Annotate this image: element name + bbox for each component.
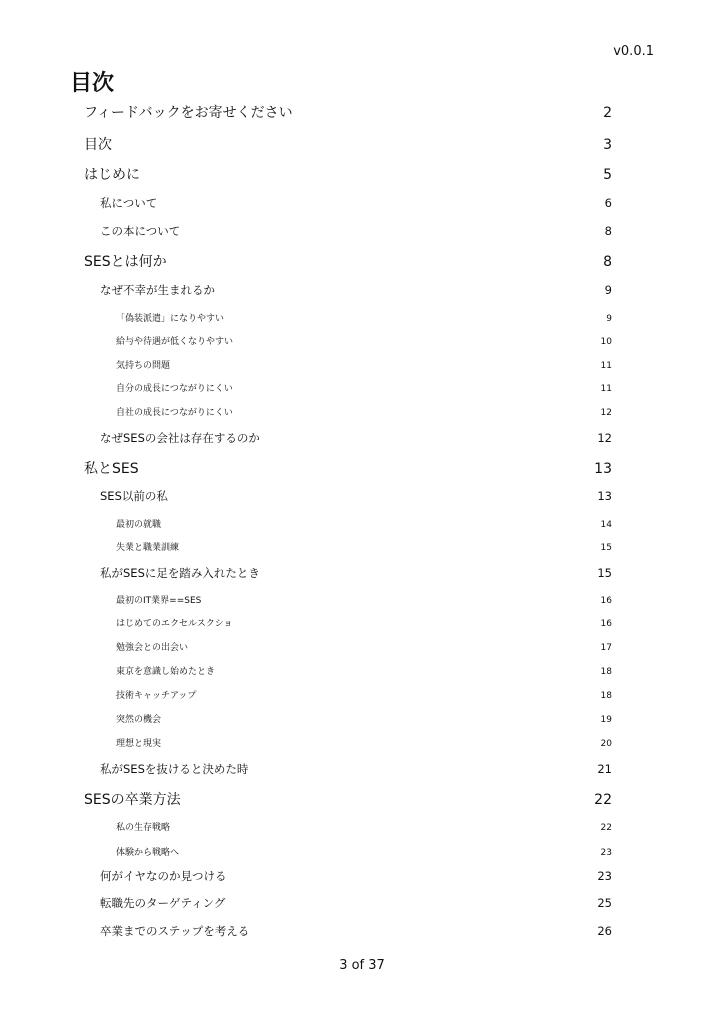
toc-entry[interactable] [116, 820, 612, 833]
toc-entry[interactable] [100, 923, 612, 939]
toc-entry-page: 13 [597, 489, 612, 503]
toc-entry-page: 6 [604, 196, 612, 210]
toc-entry-page: 3 [603, 137, 612, 153]
toc-entry-page: 17 [600, 643, 612, 653]
toc-entry-page: 18 [600, 691, 612, 701]
toc-entry-title: SESの卒業方法 [84, 792, 181, 808]
toc-entry-title: 突然の機会 [116, 715, 162, 725]
toc-entry[interactable] [100, 868, 612, 884]
toc-entry-page: 26 [597, 924, 612, 938]
toc-entry-title: 技術キャッチアップ [116, 691, 197, 701]
toc-entry[interactable] [100, 195, 612, 211]
toc-entry[interactable] [116, 616, 612, 629]
toc-entry-title: 私について [100, 196, 158, 210]
toc-entry-title: 給与や待遇が低くなりやすい [116, 337, 234, 347]
toc-entry-title: この本について [100, 224, 181, 238]
toc-entry-title: 失業と職業訓練 [116, 543, 180, 553]
toc-entry[interactable] [116, 712, 612, 725]
toc-entry-title: 気持ちの問題 [116, 361, 171, 371]
toc-entry-title: 目次 [84, 137, 112, 153]
toc-entry[interactable] [116, 640, 612, 653]
toc-entry-title: 自分の成長につながりにくい [116, 384, 233, 394]
toc-entry-title: 何がイヤなのか見つける [100, 869, 227, 883]
page-indicator: 3 of 37 [339, 958, 385, 973]
toc-entry-title: 私がSESを抜けると決めた時 [100, 762, 249, 776]
toc-entry-page: 15 [597, 566, 612, 580]
version-label: v0.0.1 [613, 44, 654, 59]
toc-entry-title: はじめてのエクセルスクショ [116, 619, 233, 629]
toc-entry-title: 東京を意識し始めたとき [116, 667, 216, 677]
toc-entry[interactable] [84, 251, 612, 271]
toc-entry-title: はじめに [84, 167, 140, 183]
toc-entry[interactable] [100, 895, 612, 911]
toc-entry-page: 9 [606, 314, 612, 324]
toc-entry-page: 8 [603, 254, 612, 270]
toc-entry-page: 23 [597, 869, 612, 883]
toc-entry-page: 10 [600, 337, 612, 347]
toc-entry-title: 私がSESに足を踏み入れたとき [100, 566, 260, 580]
toc-entry[interactable] [116, 381, 612, 394]
toc-entry-page: 22 [594, 792, 612, 808]
toc-entry-title: 理想と現実 [116, 739, 162, 749]
toc-entry-title: なぜ不幸が生まれるか [100, 283, 215, 297]
toc-entry[interactable] [84, 164, 612, 184]
toc-entry-page: 15 [600, 543, 612, 553]
toc-entry[interactable] [116, 405, 612, 418]
toc-entry[interactable] [84, 134, 612, 154]
toc-entry-title: なぜSESの会社は存在するのか [100, 431, 260, 445]
toc-entry-page: 25 [597, 896, 612, 910]
toc-entry-page: 5 [603, 167, 612, 183]
toc-entry-page: 2 [603, 105, 612, 121]
toc-entry-page: 16 [600, 596, 612, 606]
toc-entry-title: 「偽装派遣」になりやすい [116, 314, 225, 324]
toc-entry-page: 14 [600, 520, 612, 530]
toc-entry-page: 8 [604, 224, 612, 238]
toc-entry-page: 12 [600, 408, 612, 418]
toc-entry[interactable] [116, 517, 612, 530]
toc-entry[interactable] [100, 282, 612, 298]
toc-entry-title: SESとは何か [84, 254, 167, 270]
toc-entry[interactable] [116, 736, 612, 749]
toc-entry[interactable] [116, 540, 612, 553]
toc-entry[interactable] [116, 334, 612, 347]
toc-entry[interactable] [116, 358, 612, 371]
toc-entry[interactable] [116, 664, 612, 677]
toc-entry[interactable] [84, 458, 612, 478]
toc-entry-title: 最初のIT業界==SES [116, 596, 202, 606]
toc-entry[interactable] [100, 761, 612, 777]
toc-entry-page: 18 [600, 667, 612, 677]
toc-entry-page: 12 [597, 431, 612, 445]
toc-entry[interactable] [100, 565, 612, 581]
toc-entry[interactable] [84, 102, 612, 122]
toc-entry[interactable] [116, 311, 612, 324]
toc-entry-page: 19 [600, 715, 612, 725]
toc-entry[interactable] [116, 593, 612, 606]
toc-entry-title: 卒業までのステップを考える [100, 924, 250, 938]
toc-entry[interactable] [116, 845, 612, 858]
toc-entry[interactable] [100, 430, 612, 446]
toc-entry-title: 最初の就職 [116, 520, 162, 530]
toc-entry-title: 転職先のターゲティング [100, 896, 226, 910]
toc-entry-page: 23 [600, 848, 612, 858]
toc-entry-title: SES以前の私 [100, 489, 168, 503]
toc-entry-title: 私とSES [84, 461, 139, 477]
toc-entry[interactable] [116, 688, 612, 701]
toc-entry[interactable] [84, 789, 612, 809]
toc-entry-page: 20 [600, 739, 612, 749]
toc-entry-page: 16 [600, 619, 612, 629]
toc-entry-title: フィードバックをお寄せください [84, 105, 293, 121]
toc-entry-title: 体験から戦略へ [116, 848, 180, 858]
toc-entry-page: 11 [600, 361, 612, 371]
toc-entry-title: 私の生存戦略 [116, 823, 171, 833]
toc-entry-page: 9 [604, 283, 612, 297]
toc-entry-page: 11 [600, 384, 612, 394]
toc-title: 目次 [70, 71, 115, 96]
toc-entry[interactable] [100, 223, 612, 239]
toc-entry-page: 13 [594, 461, 612, 477]
toc-entry-page: 21 [597, 762, 612, 776]
toc-entry-title: 自社の成長につながりにくい [116, 408, 233, 418]
toc-entry-title: 勉強会との出会い [116, 643, 189, 653]
toc-entry-page: 22 [600, 823, 612, 833]
toc-entry[interactable] [100, 488, 612, 504]
